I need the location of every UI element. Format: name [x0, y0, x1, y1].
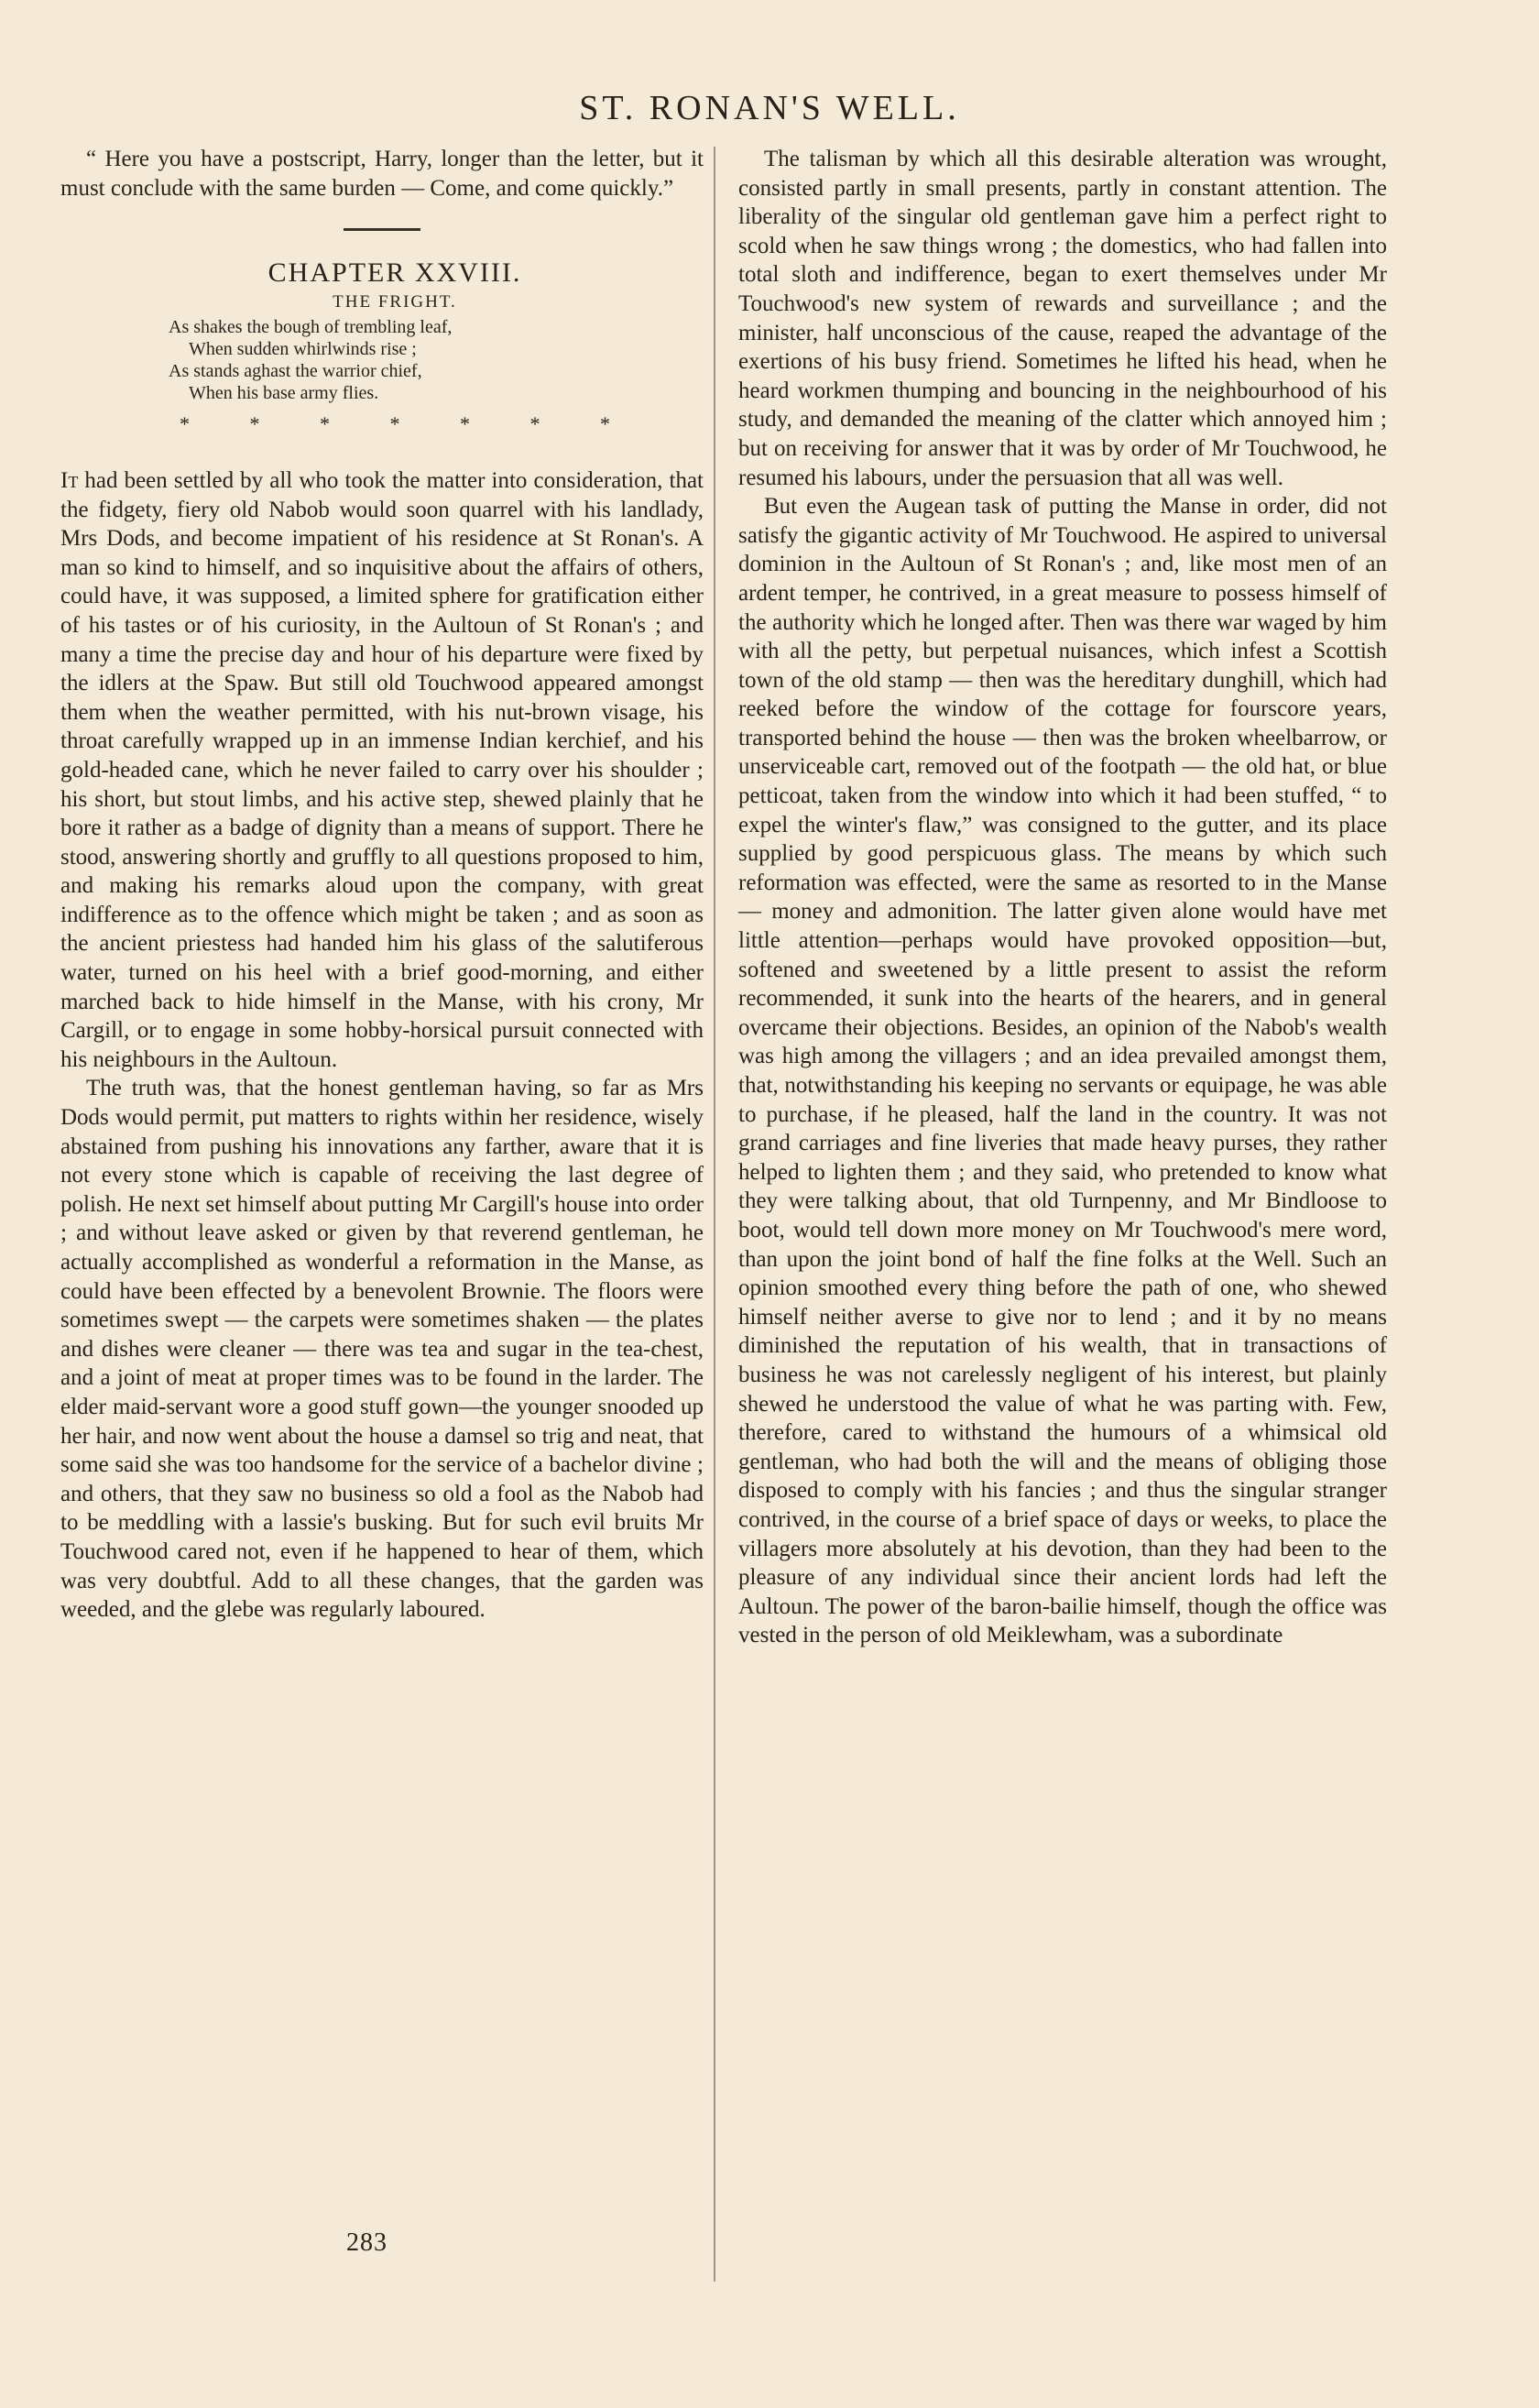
- asterism: * * * * * * *: [180, 412, 638, 436]
- drop-lead-word: It: [60, 467, 79, 493]
- column-divider-rule: [714, 147, 715, 2282]
- epigraph-line: When his base army flies.: [189, 383, 379, 404]
- left-column: [60, 145, 704, 1625]
- section-divider: [344, 228, 420, 231]
- intro-paragraph: “ Here you have a postscript, Harry, longer than the letter, but it must conclude with the same burden — Come, and come quickly.”: [60, 147, 704, 201]
- epigraph-line: As stands aghast the warrior chief,: [169, 361, 422, 382]
- body-paragraph: [60, 466, 704, 1074]
- body-paragraph: But even the Augean task of putting the Manse in order, did not satisfy the gigantic activity of Mr Touchwood. He aspired to universal dominion in the Aultoun of St Ronan's ; and, like most men of an ardent temper, he contrived, in a great measure to possess himself of the authority which he longed after. Then was there war waged by him with all the petty, but perpetual nuisances, which infest a Scottish town of the old stamp — then was the hereditary dunghill, which had reeked before the window of the cottage for fourscore years, transported behind the house — then was the broken wheelbarrow, or unserviceable cart, removed out of the footpath — the old hat, or blue petticoat, taken from the window into which it had been stuffed, “ to expel the winter's flaw,” was consigned to the gutter, and its place supplied by good perspicuous glass. The means by which such reformation was effected, were the same as resorted to in the Manse — money and admonition. The latter given alone would have met little attention—perhaps would have provoked opposition—but, softened and sweetened by a little present to assist the reform recommended, it sunk into the hearts of the hearers, and in general overcame their objections. Besides, an opinion of the Nabob's wealth was high among the villagers ; and an idea prevailed amongst them, that, notwithstanding his keeping no servants or equipage, he was able to purchase, if he pleased, half the land in the country. It was not grand carriages and fine liveries that made heavy purses, they rather helped to lighten them ; and they said, who pretended to know what they were talking about, that old Turnpenny, and Mr Bindloose to boot, would tell down more money on Mr Touchwood's mere word, than upon the joint bond of half the fine folks at the Well. Such an opinion smoothed every thing before the path of one, who shewed himself neither averse to give nor to lend ; and it by no means diminished the reputation of his wealth, that in transactions of business he was not carelessly negligent of his interest, but plainly shewed he understood the value of what he was parting with. Few, therefore, cared to withstand the humours of a whimsical old gentleman, who had both the will and the means of obliging those disposed to comply with his fancies ; and thus the singular stranger contrived, in the course of a brief space of days or weeks, to place the villagers more absolutely at his devotion, than they had been to the pleasure of any individual since their ancient lords had left the Aultoun. The power of the baron-bailie himself, though the office was vested in the person of old Meiklewham, was a subordinate: [738, 494, 1387, 1648]
- chapter-title: CHAPTER XXVIII.: [267, 257, 522, 289]
- epigraph-line: As shakes the bough of trembling leaf,: [169, 317, 453, 338]
- right-column: [738, 145, 1387, 1650]
- epigraph-line: When sudden whirlwinds rise ;: [189, 339, 417, 360]
- section-title: THE FRIGHT.: [333, 291, 457, 312]
- body-paragraph: The talisman by which all this desirable alteration was wrought, consisted partly in small presents, partly in constant attention. The liberality of the singular old gentleman gave him a perfect right to scold when he saw things wrong ; the domestics, who had fallen into total sloth and indifference, began to exert themselves under Mr Touchwood's new system of rewards and surveillance ; and the minister, half unconscious of the cause, reaped the advantage of the exertions of his busy friend. Sometimes he lifted his head, when he heard workmen thumping and bouncing in the neighbourhood of his study, and demanded the meaning of the clatter which annoyed him ; but on receiving for answer that it was by order of Mr Touchwood, he resumed his labours, under the persuasion that all was well.: [738, 147, 1387, 490]
- running-head: ST. RONAN'S WELL.: [579, 89, 960, 127]
- body-paragraph: The truth was, that the honest gentleman having, so far as Mrs Dods would permit, put matters to rights within her residence, wisely abstained from pushing his innovations any farther, aware that it is not every stone which is capable of receiving the last degree of polish. He next set himself about putting Mr Cargill's house into order ; and without leave asked or given by that reverend gentleman, he actually accomplished as wonderful a reformation in the Manse, as could have been effected by a benevolent Brownie. The floors were sometimes swept — the carpets were sometimes shaken — the plates and dishes were cleaner — there was tea and sugar in the tea-chest, and a joint of meat at proper times was to be found in the larder. The elder maid-servant wore a good stuff gown—the younger snooded up her hair, and now went about the house a damsel so trig and neat, that some said she was too handsome for the service of a bachelor divine ; and others, that they saw no business so old a fool as the Nabob had to be meddling with a lassie's busking. But for such evil bruits Mr Touchwood cared not, even if he happened to hear of them, which was very doubtful. Add to all these changes, that the garden was weeded, and the glebe was regularly laboured.: [60, 1076, 704, 1623]
- page-number: 283: [346, 2228, 387, 2257]
- epigraph: [60, 316, 704, 404]
- paragraph-text: had been settled by all who took the matter into consideration, that the fidgety, fiery old Nabob would soon quarrel with his landlady, Mrs Dods, and become impatient of his residence at St Ronan's. A man so kind to himself, and so inquisitive about the affairs of others, could have, it was supposed, a limited sphere for gratification either of his tastes or of his curiosity, in the Aultoun of St Ronan's ; and many a time the precise day and hour of his departure were fixed by the idlers at the Spaw. But still old Touchwood appeared amongst them when the weather permitted, with his nut-brown visage, his throat carefully wrapped up in an immense Indian kerchief, and his gold-headed cane, which he never failed to carry over his shoulder ; his short, but stout limbs, and his active step, shewed plainly that he bore it rather as a badge of dignity than a means of support. There he stood, answering shortly and gruffly to all questions proposed to him, and making his remarks aloud upon the company, with great indifference as to the offence which might be taken ; and as soon as the ancient priestess had handed him his glass of the salutiferous water, turned on his heel with a brief good-morning, and either marched back to hide himself in the Manse, with his crony, Mr Cargill, or to engage in some hobby-horsical pursuit connected with his neighbours in the Aultoun.: [60, 467, 704, 1072]
